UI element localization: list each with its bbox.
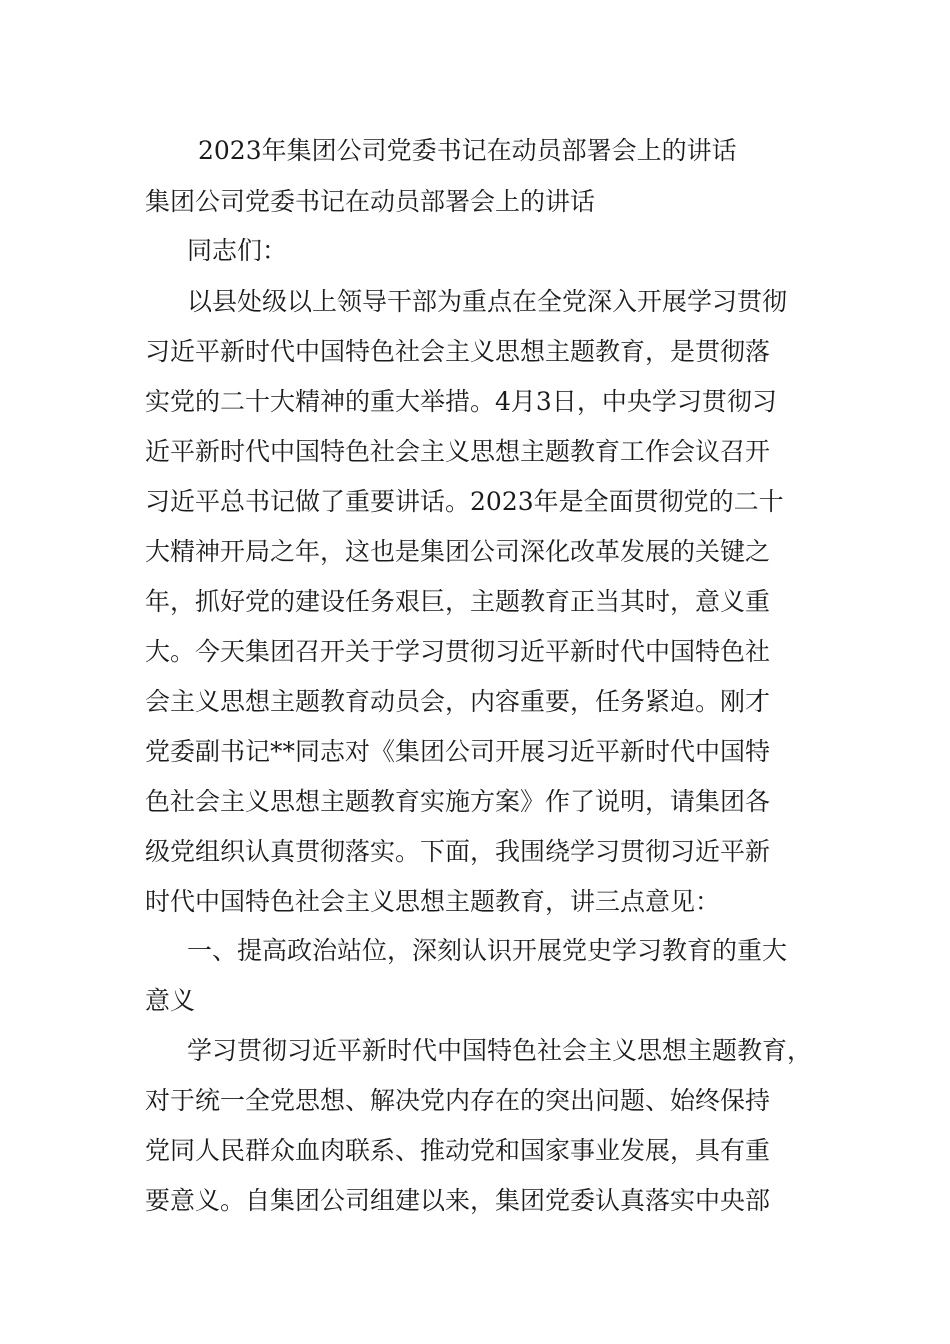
body-line: 对于统一全党思想、解决党内存在的突出问题、始终保持 [145, 1086, 771, 1115]
body-line: 以县处级以上领导干部为重点在全党深入开展学习贯彻 [187, 287, 788, 316]
body-line: 实党的二十大精神的重大举措。4月3日，中央学习贯彻习 [145, 387, 777, 416]
body-line: 会主义思想主题教育动员会，内容重要，任务紧迫。刚才 [145, 687, 771, 716]
body-line: 学习贯彻习近平新时代中国特色社会主义思想主题教育， [187, 1036, 813, 1065]
body-line: 年，抓好党的建设任务艰巨，主题教育正当其时，意义重 [145, 587, 771, 616]
body-line: 习近平新时代中国特色社会主义思想主题教育，是贯彻落 [145, 337, 771, 366]
body-line: 时代中国特色社会主义思想主题教育，讲三点意见： [145, 887, 721, 916]
body-line: 级党组织认真贯彻落实。下面，我围绕学习贯彻习近平新 [145, 837, 771, 866]
body-line: 大。今天集团召开关于学习贯彻习近平新时代中国特色社 [145, 637, 771, 666]
section-heading: 一、提高政治站位，深刻认识开展党史学习教育的重大 [187, 936, 788, 965]
body-line: 色社会主义思想主题教育实施方案》作了说明，请集团各 [145, 787, 771, 816]
body-line: 近平新时代中国特色社会主义思想主题教育工作会议召开 [145, 437, 771, 466]
body-line: 大精神开局之年，这也是集团公司深化改革发展的关键之 [145, 537, 771, 566]
body-line: 党委副书记**同志对《集团公司开展习近平新时代中国特 [145, 737, 771, 766]
body-line: 党同人民群众血肉联系、推动党和国家事业发展，具有重 [145, 1136, 771, 1165]
section-heading: 意义 [145, 986, 196, 1015]
body-line: 习近平总书记做了重要讲话。2023年是全面贯彻党的二十 [145, 487, 784, 516]
greeting: 同志们： [187, 236, 288, 265]
document-subtitle: 集团公司党委书记在动员部署会上的讲话 [145, 187, 596, 216]
document-title: 2023年集团公司党委书记在动员部署会上的讲话 [198, 136, 737, 165]
body-line: 要意义。自集团公司组建以来，集团党委认真落实中央部 [145, 1186, 771, 1215]
